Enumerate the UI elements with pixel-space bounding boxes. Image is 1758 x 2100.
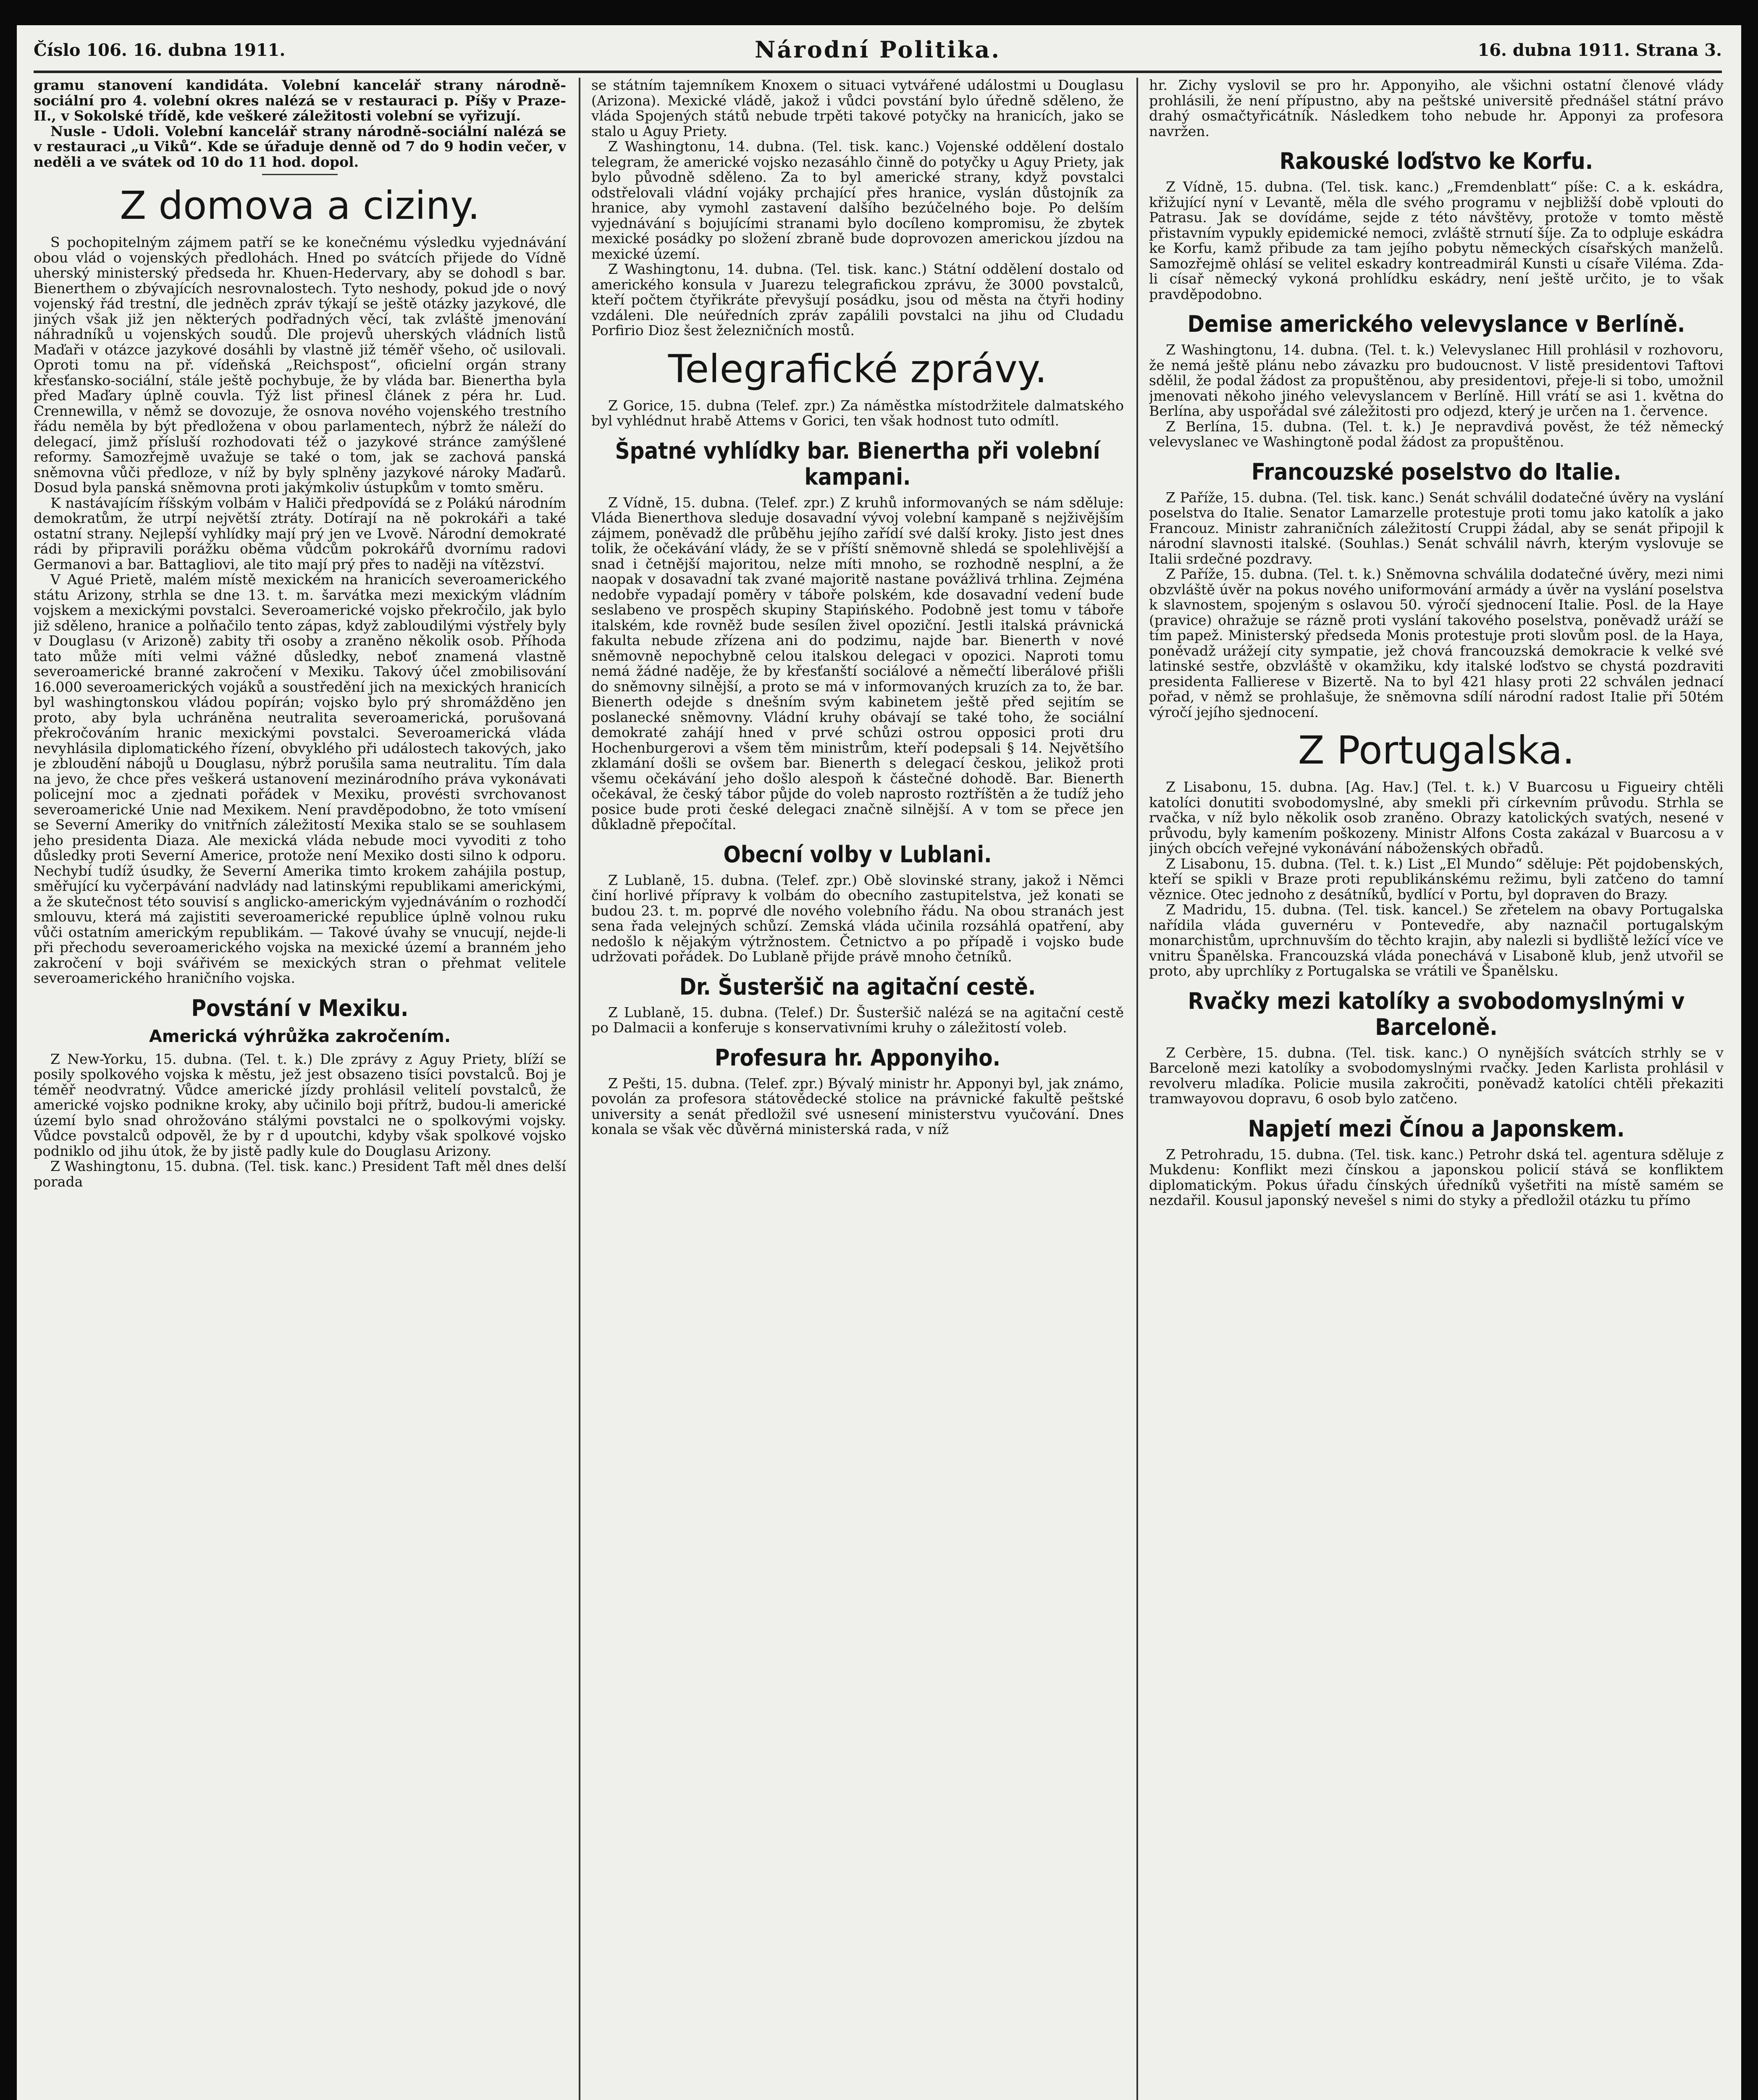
column-divider <box>1136 78 1138 2100</box>
paragraph: K nastávajícím říšským volbám v Haliči předpovídá se z Polákú národním demokratům, že utrpí největší ztráty. Dotírají na ně pokrokáři a také ostatní strany. Nejlepší vyhlídky mají prý jen ve Lvově. Národní demokraté rádi by připravili porážku oběma vůdcům pokrokářů dvornímu radovi Germanovi a bar. Battagliovi, ale tito mají prý přes to naději na vítězství. <box>34 494 566 572</box>
article-heading: Demise amerického velevyslance v Berlíně. <box>1187 311 1685 337</box>
issue-number: Číslo 106. 16. dubna 1911. <box>34 40 286 60</box>
paragraph: Z Cerbère, 15. dubna. (Tel. tisk. kanc.) O nynějších svátcích strhly se v Barceloně mezi katolíky a svobodomyslnými rvačky. Jeden Karlista prohlásil v revolveru mladíka. Policie musila zakročiti, poněvadž katolíci chtěli překaziti tramwayovou dopravu, 6 osob bylo zatčeno. <box>1149 1044 1724 1107</box>
paragraph: Z Washingtonu, 14. dubna. (Tel. tisk. kanc.) Státní oddělení dostalo od amerického konsula v Juarezu telegrafickou zprávu, že 3000 povstalců, kteří počtem čtyřikráte převyšují posádku, jsou od města na čtyři hodiny vzdáleni. Dle neúředních zpráv zapálili povstalci na jihu od Cludadu Porfirio Dioz šest železničních mostů. <box>591 261 1124 339</box>
section-heading: Z domova a ciziny. <box>120 183 480 228</box>
paragraph: Z Lublaně, 15. dubna. (Telef.) Dr. Šusteršič nalézá se na agitační cestě po Dalmacii a konferuje s konservativními kruhy o záležitostí voleb. <box>591 1004 1124 1036</box>
article-heading: Rvačky mezi katolíky a svobodomyslnými v Barceloně. <box>1188 987 1685 1040</box>
paragraph: Z Washingtonu, 14. dubna. (Tel. t. k.) Velevyslanec Hill prohlásil v rozhovoru, že nemá ještě plánu nebo závazku pro budoucnost. V listě presidentovi Taftovi sdělil, že podal žádost za propuštěnou, aby presidentovi, přeje-li si tobo, umožnil jmenovati někoho jiného velevyslancem v Berlíně. Hill vrátí se asi 1. května do Berlína, aby uspořádal své záležitosti pro odjezd, který je určen na 1. července. <box>1149 341 1724 419</box>
article-heading: Profesura hr. Apponyiho. <box>714 1044 1001 1071</box>
paragraph: Z New-Yorku, 15. dubna. (Tel. t. k.) Dle zprávy z Aguy Priety, blíží se posily spolkového vojska k městu, jež jest obsazeno tisíci povstalců. Boj je téměř neodvratný. Vůdce americké jízdy prohlásil velitelí povstalců, že americké vojsko podnikne kroky, aby učinilo boji přítrž, budou-li americké území bylo snad ohrožováno stálými povstalci ne o spolkovými vojsky. Vůdce povstalců odpověl, že by r d upoutchi, kdyby však spolkové vojsko podniklo od jihu útok, že by jistě padly kule do Douglasu Arizony. <box>34 1050 566 1159</box>
paragraph: Z Washingtonu, 14. dubna. (Tel. tisk. kanc.) Vojenské oddělení dostalo telegram, že americké vojsko nezasáhlo činně do potyčky u Aguy Priety, jak bylo původně sděleno. Za to byl americké strany, když povstalci odstřelovali vládní vojáky prchající přes hranice, vyslán důstojník za hranice, aby vymohl zastavení dalšího bezúčelného boje. Po delším vyjednávání s bojujícími stranami bylo docíleno kompromisu, že zbytek mexické posádky po složení zbraně bude doprovozen americkou jízdou na mexické území. <box>591 138 1124 262</box>
date-page: 16. dubna 1911. Strana 3. <box>1477 40 1722 60</box>
article-heading: Francouzské poselstvo do Italie. <box>1251 458 1622 485</box>
column-3 <box>1149 78 1724 2100</box>
paragraph: hr. Zichy vyslovil se pro hr. Apponyiho, ale všichni ostatní členové vlády prohlásili, že není přípustno, aby na peštské universitě přednášel státní právo drahý osmačtyřicátník. Následkem toho nebude hr. Apponyi za profesora navržen. <box>1149 78 1724 139</box>
paragraph: Z Petrohradu, 15. dubna. (Tel. tisk. kanc.) Petrohr dská tel. agentura sděluje z Mukdenu: Konflikt mezi čínskou a japonskou policií stává se konfliktem diplomatickým. Pokus úřadu čínských úředníků vyšetřiti na místě samém se nezdařil. Kousul japonský nevešel s nimi do styky a předložil otázku tu přímo <box>1149 1146 1724 1208</box>
paragraph: Z Lublaně, 15. dubna. (Telef. zpr.) Obě slovinské strany, jakož i Němci činí horlivé přípravy k volbám do obecního zastupitelstva, jež konati se budou 23. t. m. poprvé dle nového volebního řádu. Na obou stranách jest sena řada velejných schůzí. Zemská vláda učinila rozsáhlá opatření, aby nedošlo k nějakým výtržnostem. Četnictvo a po případě i vojsko bude udržovati pořádek. Do Lublaně přijde právě mnoho četníků. <box>591 872 1124 965</box>
column-2 <box>591 78 1124 2100</box>
section-heading: Telegrafické zprávy. <box>668 346 1047 391</box>
paragraph: V Agué Prietě, malém místě mexickém na hranicích severoamerického státu Arizony, strhla se dne 13. t. m. šarvátka mezi mexickým vládním vojskem a mexickými povstalci. Severoamerické vojsko překročilo, jak bylo již sděleno, hranice a polňačilo tento zápas, když zabloudilými výstřely byly v Douglasu (v Arizoně) zabity tři osoby a zraněno několik osob. Příhoda tato může míti velmi vážné důsledky, neboť znamená vlastně severoamerické branné zakročení v Mexiku. Takový účel zmobilisování 16.000 severoamerických vojáků a soustředění jich na mexických hranicích byl washingtonskou vládou popírán; vojsko bylo prý shromážděno jen proto, aby byla uchráněna neutralita severoamerická, porušovaná překročováním hranic mexickými povstalci. Severoamerická vláda nevyhlásila diplomatického řízení, obvyklého při událostech takových, jako je zbloudění nábojů u Douglasu, nýbrž porušila sama neutralitu. Tím dala na jevo, že chce přes veškerá ustanovení mezinárodního práva vykonávati policejní moc a zjednati pořádek v Mexiku, provésti svrchovanost severoamerické Unie nad Mexikem. Není pravděpodobno, že toto vmísení se Severní Ameriky do vnitřních záležitostí Mexika stalo se se souhlasem jeho presidenta Diaza. Ale mexická vláda nebude moci vyvoditi z toho důsledky proti Severní Americe, protože není Mexiko dosti silno k odporu. Nechybí tudíž úsudky, že Severní Amerika timto krokem zahájila postup, směřující ku vyčerpávání nadvlády nad latinskými republikami americkými, a že skutečnost této souvisí s anglicko-americkým vyjednáváním o rozhodčí smlouvu, která má zajistiti severoamerické republice úplně volnou ruku vůči ostatním americkým republikám. — Takové úvahy se vnucují, nejde-li při přechodu severoamerického vojska na mexické území a branném jeho zakročení v boji svářivém se mexických stran o přehmat velitele severoamerického hraničního vojska. <box>34 571 566 986</box>
article-heading: Obecní volby v Lublani. <box>723 841 992 868</box>
column-divider <box>579 78 580 2100</box>
paragraph: Nusle - Udoli. Volební kancelář strany národně-sociální nalézá se v restauraci „u Viků“. Kde se úřaduje denně od 7 do 9 hodin večer, v neděli a ve svátek od 10 do 11 hod. dopol. <box>34 123 566 170</box>
article-heading: Povstání v Mexiku. <box>191 995 409 1021</box>
section-heading: Z Portugalska. <box>1298 728 1575 773</box>
newspaper-title: Národní Politika. <box>754 36 1001 63</box>
paragraph: S pochopitelným zájmem patří se ke konečnému výsledku vyjednávání obou vlád o vojenských předlohách. Hned po svátcích přijede do Vídně uherský ministerský předseda hr. Khuen-Hedervary, aby se dohodl s bar. Bienerthem o zbývajících nesrovnalostech. Tyto neshody, pokud jde o nový vojenský řád trestní, dle jedněch zpráv týkají se ještě otázky jazykové, dle jiných však již jen některých podřadných věcí, tak zvláště jmenování náhradníků u vojenských soudů. Dle projevů uherských vládních listů Maďaři v otázce jazykové dosáhli by vlastně již téměř všeho, oč usilovali. Oproti tomu na př. vídeňská „Reichspost“, oficielní orgán strany křesťansko-sociální, stále ještě pochybuje, že by vláda bar. Bienertha byla před Maďary úplně couvla. Týž list přinesl článek z péra hr. Lud. Crennewilla, v němž se dovozuje, že osnova nového vojenského trestního řádu neměla by být předložena v obou parlamentech, nýbrž že náleží do delegací, jimž přísluší rozhodovati též o jazykové stránce zamýšlené reformy. Samozřejmě uvažuje se také o tom, jak se zachová panská sněmovna vůči předloze, v níž by byly splněny jazykové nároky Maďarů. Dosud byla panská sněmovna proti jakýmkoliv ústupkům v tomto směru. <box>34 234 566 496</box>
article-subheading: Americká výhrůžka zakročením. <box>149 1026 451 1046</box>
article-heading: Napjetí mezi Čínou a Japonskem. <box>1248 1115 1625 1142</box>
paragraph: Z Vídně, 15. dubna. (Telef. zpr.) Z kruhů informovaných se nám sděluje: Vláda Bienerthova sleduje dosavadní vývoj volební kampaně s nejživějším zájmem, poněvadž dle průběhu jejího zařídí své další kroky. Jisto jest dnes tolik, že očekávání vlády, že se v příští sněmovně shledá se spolehlivější a snad i četnější majoritou, nelze míti mnoho, se rozhodně nesplní, a že naopak v dosavadní tak zvané majoritě nastane povážlivá trhlina. Zejména nedobře vypadají poměry v táboře polském, kde dosavadní vedení bude seslabeno ve prospěch skupiny Stapińského. Podobně jest tomu v táboře italském, kde rovněž bude sesílen živel opoziční. Jestli italská právnická fakulta nebude zřízena ani do podzimu, najde bar. Bienerth v nové sněmovně nepochybně celou italskou delegaci v opozici. Naproti tomu nemá žádné naděje, že by křesťanští sociálové a němečtí liberálové přišli do sněmovny silnější, a proto se má v informovaných kruzích za to, že bar. Bienerth odejde s dnešním svým kabinetem ještě před sejitím se poslanecké sněmovny. Vládní kruhy obávají se také toho, že sociální demokraté zahájí hned v prvé schůzi ostrou opposici proti dru Hochenburgerovi a všem těm ministrům, kteří podepsali § 14. Největšího zklamání došli se ovšem bar. Bienerth s delegací českou, jelikož proti všemu očekávání jeho došlo alespoň k částečné dohodě. Bar. Bienerth očekával, že český tábor půjde do voleb naprosto roztříštěn a že tudíž jeho posice bude proti české delegaci značně silnější. A v tom se přece jen důkladně přepočítal. <box>591 494 1124 832</box>
paragraph: Z Paříže, 15. dubna. (Tel. t. k.) Sněmovna schválila dodatečné úvěry, mezi nimi obzvláště úvěr na pokus nového uniformování armády a úvěr na vyslání poselstva k slavnostem, spojeným s oslavou 50. výročí sjednocení Italie. Posl. de la Haye (pravice) ohražuje se rázně proti vyslání takového poselstva, poněvadž uráží se tím papež. Ministerský předseda Monis protestuje proti slovům posl. de la Haya, poněvadž urážejí city sympatie, jež chová francouzská demokracie k velké své latinské sestře, obzvláště v okamžiku, kdy italské loďstvo se chystá pozdraviti presidenta Fallierese v Bizertě. Na to byl 421 hlasy proti 22 schválen jednací pořad, v němž se prohlašuje, že sněmovna sdílí národní radost Italie při 50tém výročí jejího sjednocení. <box>1149 566 1724 720</box>
article-heading: Dr. Šusteršič na agitační cestě. <box>679 973 1036 1000</box>
paragraph: Z Pešti, 15. dubna. (Telef. zpr.) Bývalý ministr hr. Apponyi byl, jak známo, povolán za profesora státovědecké stolice na právnické fakultě peštské university a senát předložil své usnesení ministerstvu vyučování. Dnes konala se však věc důvěrná ministerská rada, v níž <box>591 1075 1124 1137</box>
page-header <box>34 33 1722 73</box>
article-heading: Rakouské loďstvo ke Korfu. <box>1279 148 1593 174</box>
paragraph: Z Madridu, 15. dubna. (Tel. tisk. kancel.) Se zřetelem na obavy Portugalska nařídila vláda guvernéru v Pontevedře, aby naznačil portugalským monarchistům, uprchnuvším do těchto krajin, aby nalezli si bydliště ležící více ve vnitru Španělska. Francouzská vláda ponechává v Lisaboně klub, jenž utvořil se proto, aby uprchlíky z Portugalska se vrátili ve Španělsku. <box>1149 901 1724 979</box>
paragraph: Z Gorice, 15. dubna (Telef. zpr.) Za náměstka místodržitele dalmatského byl vyhlédnut hrabě Attems v Gorici, ten však hodnost tuto odmítl. <box>591 397 1124 429</box>
paragraph: Z Paříže, 15. dubna. (Tel. tisk. kanc.) Senát schválil dodatečné úvěry na vyslání poselstva do Italie. Senator Lamarzelle protestuje proti tomu jako katolík a jako Francouz. Ministr zahraničních záležitostí Cruppi žádal, aby se senát připojil k národní slavnosti italské. (Souhlas.) Senát schválil návrh, kterým vyslovuje se Italii srdečné pozdravy. <box>1149 489 1724 567</box>
paragraph: Z Vídně, 15. dubna. (Tel. tisk. kanc.) „Fremdenblatt“ píše: C. a k. eskádra, křižující nyní v Levantě, měla dle svého programu v nejbližší době vplouti do Patrasu. Jak se dovídáme, sejde z této návštěvy, protože v tomto městě přistavním vypukly epidemické nemoci, zvláště strnutí šíje. Za to odpluje eskádra ke Korfu, kamž přibude za tam jejího pobytu německých císařských manželů. Samozřejmě ohlásí se velitel eskadry kontreadmirál Kunsti u císaře Viléma. Zda-li císař německý vykoná prohlídku eskádry, není ještě určito, je to však pravděpodobno. <box>1149 178 1724 302</box>
paragraph: gramu stanovení kandidáta. Volební kancelář strany národně-sociální pro 4. volební okres nalézá se v restauraci p. Píšy v Praze-II., v Sokolské třídě, kde veškeré záležitosti volební se vyřizují. <box>34 78 566 124</box>
column-1 <box>34 78 566 2100</box>
paragraph: Z Lisabonu, 15. dubna. [Ag. Hav.] (Tel. t. k.) V Buarcosu u Figueiry chtěli katolíci donutiti svobodomyslné, aby smekli při církevním průvodu. Strhla se rvačka, v níž bylo několik osob zraněno. Obrazy katolických svatých, nesené v průvodu, byly kamením poškozeny. Ministr Alfons Costa zakázal v Buarcosu a v jiných obcích veřejné vykonávání náboženských obřadů. <box>1149 779 1724 856</box>
paragraph: se státním tajemníkem Knoxem o situaci vytvářené událostmi u Douglasu (Arizona). Mexické vládě, jakož i vůdci povstání bylo úředně sděleno, že vláda Spojených států nebude trpěti takové potyčky na hranicích, jako se stalo u Aguy Priety. <box>591 78 1124 139</box>
paragraph: Z Berlína, 15. dubna. (Tel. t. k.) Je nepravdivá pověst, že též německý velevyslanec ve Washingtoně podal žádost za propuštěnou. <box>1149 418 1724 450</box>
paragraph: Z Lisabonu, 15. dubna. (Tel. t. k.) List „El Mundo“ sděluje: Pět pojdobenských, kteří se spikli v Braze proti republikánskému režimu, byli zatčeno do tamní věznice. Otec jednoho z desátníků, bydlící v Portu, byl dopraven do Brazy. <box>1149 855 1724 903</box>
divider <box>262 174 338 175</box>
newspaper-page <box>17 25 1741 2100</box>
article-heading: Špatné vyhlídky bar. Bienertha při volební kampani. <box>615 437 1100 490</box>
paragraph: Z Washingtonu, 15. dubna. (Tel. tisk. kanc.) President Taft měl dnes delší porada <box>34 1158 566 1190</box>
